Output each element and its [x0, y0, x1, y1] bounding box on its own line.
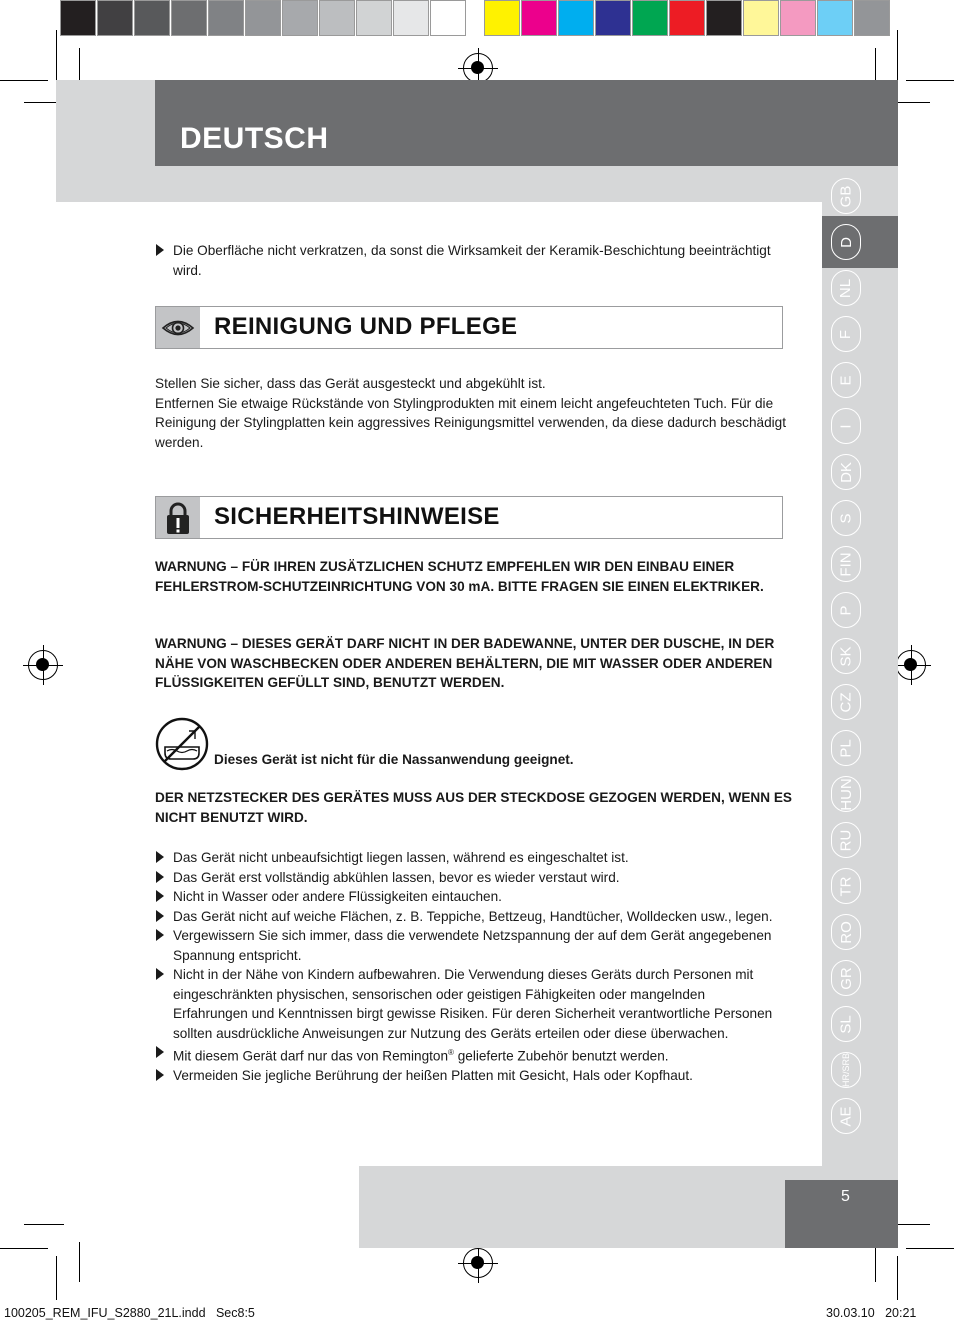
- gray-swatch: [393, 0, 429, 36]
- language-code: F: [837, 329, 855, 339]
- no-bath-icon: [155, 717, 209, 776]
- registration-mark: [463, 53, 493, 83]
- warning-rcd: WARNUNG – FÜR IHREN ZUSÄTZLICHEN SCHUTZ EMPFEHLEN WIR DEN EINBAU EINER FEHLERSTROM-SCHUTZEINRICHTUNG VON 30 mA. BITTE FRAGEN SIE EINEN ELEKTRIKER.: [155, 559, 764, 594]
- gray-swatch: [430, 0, 466, 36]
- language-code: CZ: [837, 692, 855, 712]
- footer-date-slug: 30.03.10 20:21: [826, 1306, 917, 1320]
- crop-mark: [0, 1248, 48, 1249]
- list-item: [155, 1043, 780, 1066]
- process-swatch: [854, 0, 890, 36]
- remington-pre: Mit diesem Gerät darf nur das von Remington: [173, 1048, 449, 1064]
- list-item: Nicht in der Nähe von Kindern aufbewahren. Die Verwendung dieses Geräts durch Personen mit eingeschränkten physischen, sensorischen oder geistigen Fähigkeiten oder mangelnden Erfahrungen und Kenntnissen birgt gewisse Risiken. Für deren Sicherheit verantwortliche Personen sollten ausdrückliche Anweisungen zur Nutzung des Geräts erteilen oder diese überwachen.: [155, 965, 780, 1043]
- process-swatch: [817, 0, 853, 36]
- section-title: SICHERHEITSHINWEISE: [214, 503, 500, 530]
- gray-swatch: [245, 0, 281, 36]
- grayscale-color-bar: [60, 0, 467, 36]
- language-tab-sl[interactable]: [831, 1006, 861, 1042]
- crop-mark: [0, 80, 48, 81]
- section-title: REINIGUNG UND PFLEGE: [214, 313, 518, 340]
- crop-mark: [24, 1224, 64, 1225]
- process-swatch: [669, 0, 705, 36]
- crop-mark: [906, 80, 954, 81]
- language-code: TR: [837, 876, 855, 896]
- list-item: Das Gerät nicht unbeaufsichtigt liegen lassen, während es eingeschaltet ist.: [155, 848, 780, 868]
- language-code: GR: [837, 966, 855, 990]
- registered-mark: ®: [448, 1048, 454, 1057]
- warning-unplug: DER NETZSTECKER DES GERÄTES MUSS AUS DER STECKDOSE GEZOGEN WERDEN, WENN ES NICHT BENUTZT WIRD.: [155, 790, 792, 825]
- language-tab-fin[interactable]: [831, 546, 861, 582]
- registration-mark: [463, 1248, 493, 1278]
- language-code: DK: [837, 461, 855, 483]
- process-swatch: [484, 0, 520, 36]
- language-code: D: [837, 236, 855, 248]
- cleaning-line: Entfernen Sie etwaige Rückstände von Stylingprodukten mit einem leicht angefeuchteten Tuch. Für die Reinigung der Stylingplatten kein aggressives Reinigungsmittel verwenden, da diese dadurch beschädigt werden.: [155, 395, 786, 450]
- language-tab-d[interactable]: [831, 224, 861, 260]
- gray-swatch: [171, 0, 207, 36]
- language-tab-sk[interactable]: [831, 638, 861, 674]
- padlock-warning-icon: [156, 497, 200, 538]
- language-code: SK: [837, 645, 855, 667]
- language-header-bar: [155, 80, 898, 166]
- crop-mark: [875, 1242, 876, 1282]
- cleaning-line: Stellen Sie sicher, dass das Gerät ausgesteckt und abgekühlt ist.: [155, 376, 546, 391]
- language-code: S: [837, 512, 855, 524]
- eye-icon: [156, 307, 200, 348]
- process-color-bar: [484, 0, 891, 36]
- registration-mark: [28, 650, 58, 680]
- language-tab-pl[interactable]: [831, 730, 861, 766]
- process-swatch: [521, 0, 557, 36]
- list-item: Vergewissern Sie sich immer, dass die verwendete Netzspannung der auf dem Gerät angegebenen Spannung entspricht.: [155, 926, 780, 965]
- language-tab-tr[interactable]: [831, 868, 861, 904]
- language-code: E: [837, 374, 855, 386]
- language-tab-p[interactable]: [831, 592, 861, 628]
- list-item: Vermeiden Sie jegliche Berührung der heißen Platten mit Gesicht, Hals oder Kopfhaut.: [155, 1066, 780, 1086]
- page-number: 5: [841, 1188, 850, 1205]
- gray-swatch: [134, 0, 170, 36]
- language-tab-ae[interactable]: [831, 1098, 861, 1134]
- language-tab-s[interactable]: [831, 500, 861, 536]
- crop-mark: [79, 1242, 80, 1282]
- section-header-safety: [155, 496, 783, 539]
- language-code: I: [837, 423, 855, 429]
- language-tab-e[interactable]: [831, 362, 861, 398]
- registration-mark: [896, 650, 926, 680]
- gray-swatch: [356, 0, 392, 36]
- page-title: DEUTSCH: [180, 122, 329, 155]
- language-tab-f[interactable]: [831, 316, 861, 352]
- language-code: HR/SRB: [841, 1052, 852, 1088]
- language-code: RO: [837, 920, 855, 944]
- process-swatch: [558, 0, 594, 36]
- language-tab-hr-srb[interactable]: [831, 1052, 861, 1088]
- warning-water: WARNUNG – DIESES GERÄT DARF NICHT IN DER BADEWANNE, UNTER DER DUSCHE, IN DER NÄHE VON WASCHBECKEN ODER ANDEREN BEHÄLTERN, DIE MIT WASSER ODER ANDEREN FLÜSSIGKEITEN GEFÜLLT SIND, BENUTZT WERDEN.: [155, 636, 775, 690]
- gray-swatch: [208, 0, 244, 36]
- crop-mark: [906, 1248, 954, 1249]
- language-code: PL: [837, 738, 855, 758]
- gray-swatch: [282, 0, 318, 36]
- language-code: GB: [837, 185, 855, 207]
- language-tab-gb[interactable]: [831, 178, 861, 214]
- section-header-cleaning: [155, 306, 783, 349]
- language-tab-hun[interactable]: [831, 776, 861, 812]
- language-code: RU: [837, 829, 855, 851]
- process-swatch: [743, 0, 779, 36]
- language-tab-gr[interactable]: [831, 960, 861, 996]
- page-number-box: [785, 1180, 898, 1248]
- language-code: FIN: [837, 551, 855, 577]
- process-swatch: [595, 0, 631, 36]
- footer-file-slug: 100205_REM_IFU_S2880_21L.indd Sec8:5: [4, 1306, 255, 1320]
- language-tab-ro[interactable]: [831, 914, 861, 950]
- crop-mark: [56, 1256, 57, 1300]
- language-code: HUN: [837, 777, 855, 811]
- safety-bullets: [155, 848, 780, 1086]
- cleaning-text: [155, 374, 815, 452]
- process-swatch: [706, 0, 742, 36]
- gray-swatch: [319, 0, 355, 36]
- language-code: P: [837, 604, 855, 616]
- intro-bullet: Die Oberfläche nicht verkratzen, da sonst die Wirksamkeit der Keramik-Beschichtung beeinträchtigt wird.: [155, 241, 793, 280]
- language-tab-nl[interactable]: [831, 270, 861, 306]
- language-tab-ru[interactable]: [831, 822, 861, 858]
- crop-mark: [897, 1256, 898, 1300]
- language-tab-i[interactable]: [831, 408, 861, 444]
- gray-swatch: [97, 0, 133, 36]
- language-code: AE: [837, 1105, 855, 1127]
- language-tab-cz[interactable]: [831, 684, 861, 720]
- remington-post: gelieferte Zubehör benutzt werden.: [453, 1048, 669, 1064]
- no-wet-use-text: Dieses Gerät ist nicht für die Nassanwendung geeignet.: [214, 752, 574, 767]
- list-item: Das Gerät erst vollständig abkühlen lassen, bevor es wieder verstaut wird.: [155, 868, 780, 888]
- language-tab-dk[interactable]: [831, 454, 861, 490]
- gray-swatch: [60, 0, 96, 36]
- list-item: Nicht in Wasser oder andere Flüssigkeiten eintauchen.: [155, 887, 780, 907]
- process-swatch: [780, 0, 816, 36]
- language-code: NL: [837, 278, 855, 298]
- language-code: SL: [837, 1014, 855, 1034]
- process-swatch: [632, 0, 668, 36]
- list-item: Das Gerät nicht auf weiche Flächen, z. B. Teppiche, Bettzeug, Handtücher, Wolldecken usw., legen.: [155, 907, 780, 927]
